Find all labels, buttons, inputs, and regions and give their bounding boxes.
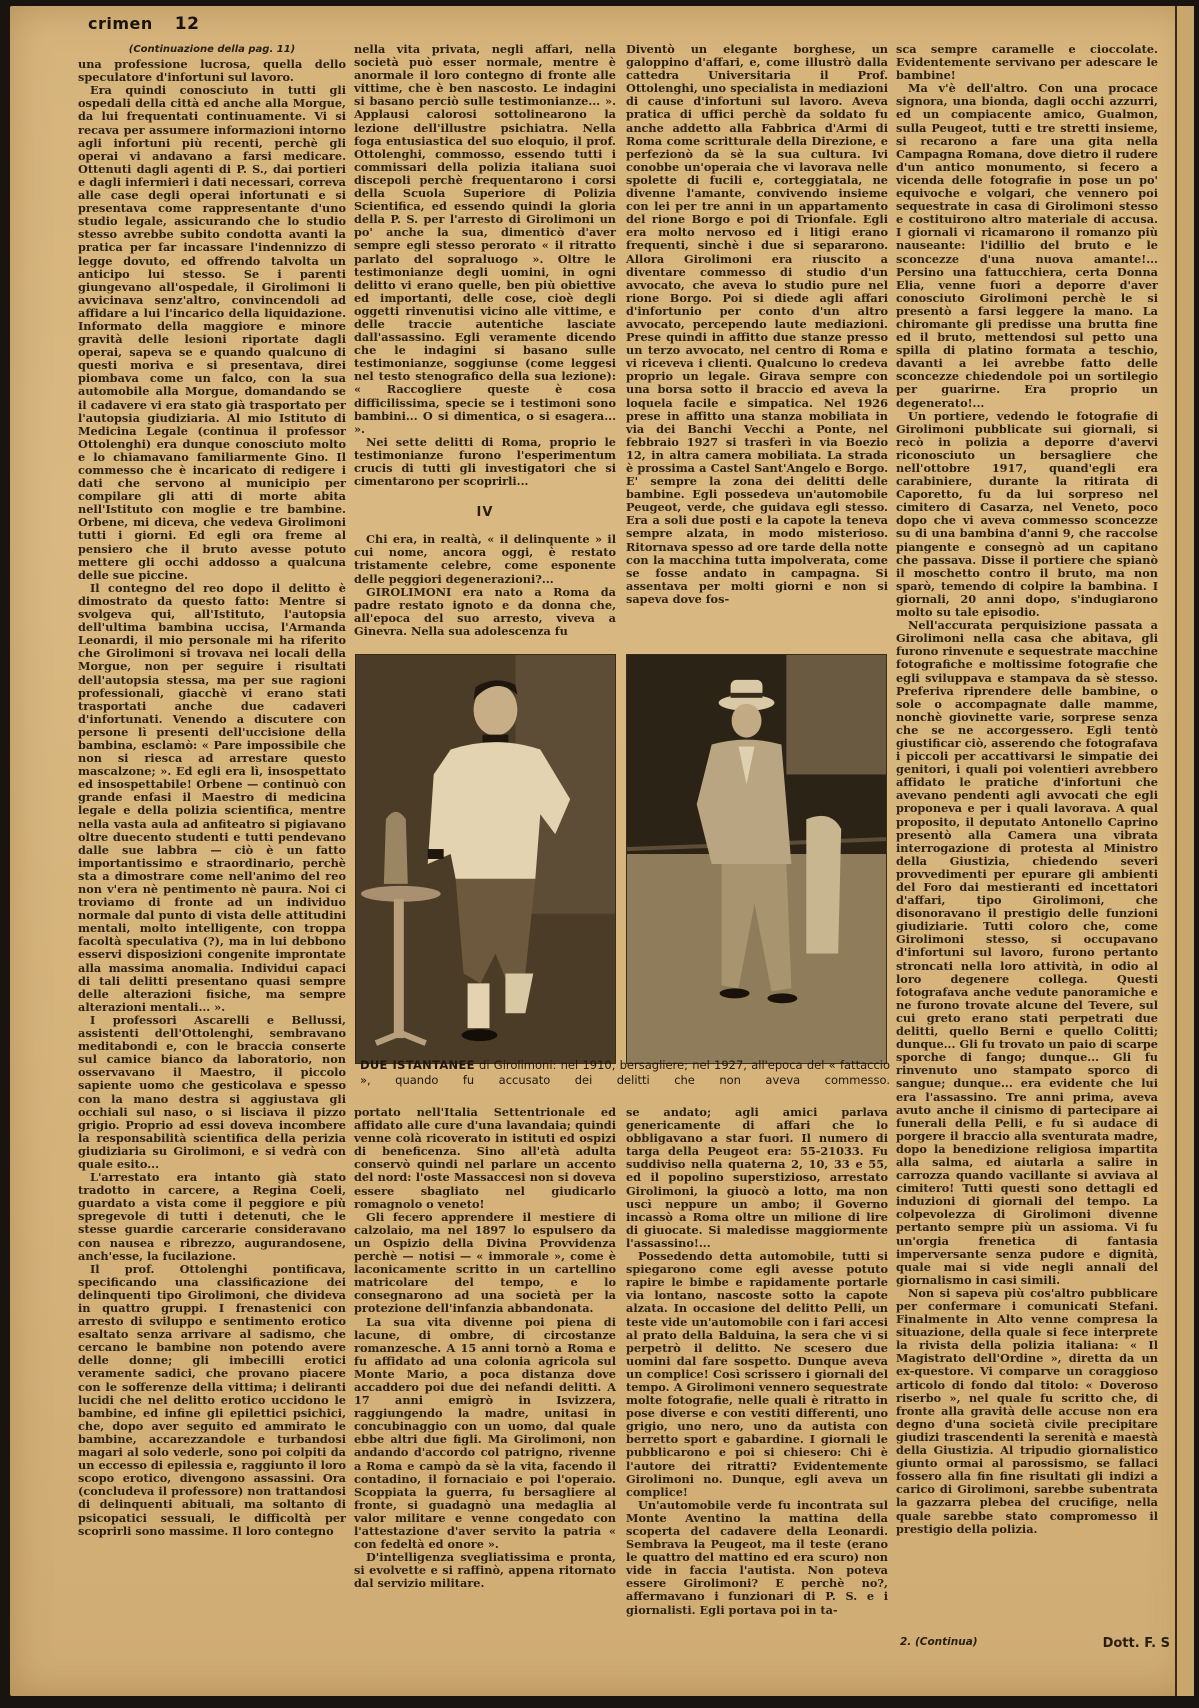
paragraph: Era quindi conosciuto in tutti gli ospedali della città ed anche alla Morgue, da lui frequentati continuamente. Vi si recava per assumere informazioni intorno agli infortuni più recenti, perchè gli operai vi andavano a farsi medicare. Ottenuti dagli agenti di P. S., dai portieri e dagli infermieri i dati necessari, correva alle case degli operai infortunati e si presentava come rappresentante d'uno studio legale, assicurando che lo studio stesso avrebbe subito condotta avanti la pratica per far incassare l'indennizzo di legge dovuto, ed offrendo talvolta un anticipo lui stesso. Se i parenti giungevano all'ospedale, il Girolimoni li avvicinava senz'altro, convincendoli ad affidare a lui l'incarico della liquidazione. Informato della maggiore e minore gravità delle lesioni riportate dagli operai, sapeva se e quando qualcuno di questi moriva e si presentava, direi piombava come un falco, con la sua automobile alla Morgue, domandando se il cadavere vi era stato già trasportato per l'autopsia giudiziaria. Al mio Istituto di Medicina Legale (continua il professor Ottolenghi) era dunque conosciuto molto e lo chiamavano familiarmente Gino. Il commesso che è incaricato di redigere i dati che servono al municipio per compilare gli atti di morte abita nell'Istituto con moglie e tre bambine. Orbene, mi diceva, che vedeva Girolimoni tutti i giorni. Ed egli ora freme al pensiero che il bruto avesse potuto mettere gli occhi addosso a qualcuna delle sue piccine. [78, 83, 346, 582]
article-footer [900, 1636, 1170, 1651]
paragraph: D'intelligenza svegliatissima e pronta, si evolvette e si raffinò, appena ritornato dal servizio militare. [354, 1550, 616, 1591]
paragraph: L'arrestato era intanto già stato tradotto in carcere, a Regina Coeli, guardato a vista come il peggiore e più spregevole di tutti i detenuti, che le stesse guardie carcerarie consideravano con nausea e ribrezzo, augurandosene, anch'esse, la fucilazione. [78, 1170, 346, 1263]
paragraph: I professori Ascarelli e Bellussi, assistenti dell'Ottolenghi, sembravano meditabondi e, con le braccia conserte sul camice bianco da laboratorio, non osservavano il Maestro, il piccolo sapiente uomo che gesticolava e spesso con la mano destra si aggiustava gli occhiali sul naso, o si lisciava il pizzo grigio. Proprio ad essi doveva incombere la responsabilità scientifica della perizia giudiziaria su Girolimoni, e si vedrà con quale esito... [78, 1012, 346, 1171]
paragraph: Nei sette delitti di Roma, proprio le testimonianze furono l'esperimentum crucis di tutti gli investigatori che si cimentarono per scoprirli... [354, 434, 616, 489]
page-number: 12 [174, 14, 200, 34]
portrait-figure-icon [627, 655, 886, 1063]
column-2-bottom [354, 1106, 616, 1590]
column-4 [896, 43, 1158, 1536]
paragraph: nella vita privata, negli affari, nella società può esser normale, mentre è anormale il loro contegno di fronte alle vittime, che è ben nascosto. Le indagini si basano perciò sulle testimonianze... ». Applausi calorosi sottolinearono la lezione dell'illustre psichiatra. Nella foga entusiastica del suo eloquio, il prof. Ottolenghi, commosso, essendo tutti i commissari della polizia italiana suoi discepoli perchè frequentarono i corsi della Scuola Superiore di Polizia Scientifica, ed essendo quindi la gloria della P. S. per l'arresto di Girolimoni un po' anche la sua, dimenticò d'aver sempre egli stesso perorato « il ritratto parlato del sopraluogo ». Oltre le testimonianze degli uomini, in ogni delitto vi erano quelle, ben più obiettive ed importanti, delle cose, cioè degli oggetti rinvenutisi vicino alle vittime, e delle traccie autentiche lasciate dall'assassino. Egli veramente dicendo che le indagini si basano sulle testimonianze, soggiunse (come leggesi nel testo stenografico della sua lezione): « Raccogliere queste è cosa difficilissima, specie se i testimoni sono bambini... O si dimentica, o si esagera... ». [354, 42, 616, 436]
photo-caption [360, 1058, 890, 1088]
continua-note: 2. (Continua) [900, 1636, 978, 1648]
paragraph: GIROLIMONI era nato a Roma da padre restato ignoto e da donna che, all'epoca del suo arresto, viveva a Ginevra. Nella sua adolescenza fu [354, 584, 616, 638]
photo-bersagliere-1910 [355, 654, 616, 1064]
paragraph: Diventò un elegante borghese, un galoppino d'affari, e, come illustrò dalla cattedra Universitaria il Prof. Ottolenghi, uno specialista in mediazioni di cause d'infortuni sul lavoro. Aveva pratica di uffici perchè da soldato fu anche addetto alla Fabbrica d'Armi di Roma come scritturale della Direzione, e perfezionò da sè la sua cultura. Ivi conobbe un'operaia che vi lavorava nelle spolette di fucili e, corteggiatala, ne divenne l'amante, convivendo insieme con lei per tre anni in un appartamento del rione Borgo e poi di Trionfale. Egli era molto nervoso ed i litigi erano frequenti, sinchè i due si separarono. Allora Girolimoni era riuscito a diventare commesso di studio d'un avvocato, che aveva lo studio pure nel rione Borgo. Poi si diede agli affari d'infortunio per conto d'un altro avvocato, percependo laute mediazioni. Prese quindi in affitto due stanze presso un terzo avvocato, nel centro di Roma e vi riceveva i clienti. Qualcuno lo credeva proprio un legale. Girava sempre con una borsa sotto il braccio ed aveva la loquela facile e simpatica. Nel 1926 prese in affitto una stanza mobiliata in via dei Banchi Vecchi a Ponte, nel febbraio 1927 si trasferì in via Boezio 12, in altra camera mobiliata. La strada è prossima a Castel Sant'Angelo e Borgo. E' sempre la zona dei delitti delle bambine. Egli possedeva un'automobile Peugeot, verde, che guidava egli stesso. Era a soli due posti e la capote la teneva sempre alzata, in modo misterioso. Ritornava spesso ad ore tarde della notte con la macchina tutta impolverata, come se fosse andato in campagna. Si assentava per molti giorni e non si sapeva dove fos- [626, 42, 888, 606]
paragraph: La sua vita divenne poi piena di lacune, di ombre, di circostanze romanzesche. A 15 anni tornò a Roma e fu affidato ad una colonia agricola sul Monte Mario, a poca distanza dove accaddero poi due dei nefandi delitti. A 17 anni emigrò in Isvizzera, raggiungendo la madre, unitasi in concubinaggio con un uomo, dal quale ebbe altri due figli. Ma Girolimoni, non andando d'accordo col patrigno, rivenne a Roma e campò da sè la vita, facendo il contadino, il fornaciaio e poi l'operaio. Scoppiata la guerra, fu bersagliere al fronte, si guadagnò una medaglia al valor militare e venne congedato con l'attestazione d'aver servito la patria « con fedeltà ed onore ». [354, 1314, 616, 1552]
section-number: IV [476, 505, 494, 521]
paragraph: Ma v'è dell'altro. Con una procace signora, una bionda, dagli occhi azzurri, ed un compiacente amico, Gualmon, sulla Peugeot, tutti e tre stretti insieme, si recarono a fare una gita nella Campagna Romana, dove dietro il rudere d'un antico monumento, si fecero a vicenda delle fotografie in pose un po' equivoche e volgari, che vennero poi sequestrate in casa di Girolimoni stesso e costituirono altro materiale di accusa. I giornali vi ricamarono il romanzo più nauseante: l'idillio del bruto e le sconcezze d'una nuova amante!... Persino una fattucchiera, certa Donna Elia, venne fuori a deporre d'aver conosciuto Girolimoni perchè le si presentò a farsi leggere la mano. La chiromante gli predisse una brutta fine ed il bruto, mettendosi sul petto una spilla di platino formata a teschio, davanti a lei avrebbe fatto delle sconcezze chiedendole poi un sortilegio per guarirne. Era proprio un degenerato!... [896, 81, 1158, 410]
newspaper-page [10, 6, 1192, 1696]
paragraph: Il prof. Ottolenghi pontificava, specificando una classificazione dei delinquenti tipo Girolimoni, che divideva in quattro gruppi. I frenastenici con arresto di sviluppo e sentimento erotico esaltato senza arrivare al sadismo, che cercano le bambine non potendo avere delle donne; gli imbecilli erotici veramente sadici, che provano piacere con le sofferenze della vittima; i deliranti lucidi che nel delitto erotico uccidono le bambine, ed infine gli epilettici psichici, che, dopo aver seguito ed ammirato le bambine, accarezzandole e turbandosi magari al solo vederle, sono poi colpiti da un eccesso di epilessia e, raggiunto il loro scopo erotico, divengono assassini. Ora (concludeva il professore) non trattandosi di delinquenti abituali, ma soltanto di psicopatici sessuali, le difficoltà per scoprirli sono massime. Il loro contegno [78, 1261, 346, 1538]
paragraph: sca sempre caramelle e cioccolate. Evidentemente servivano per adescare le bambine! [896, 42, 1158, 83]
paragraph: una professione lucrosa, quella dello speculatore d'infortuni sul lavoro. [78, 57, 346, 85]
masthead [88, 14, 199, 34]
photo-pair [355, 654, 887, 1064]
caption-lead: DUE ISTANTANEE [360, 1058, 475, 1072]
author-signature: Dott. F. S [1102, 1636, 1170, 1651]
caption-text: di Girolimoni: nel 1910, bersagliere; nel 1927, all'epoca del « fattaccio », quando fu accusato dei delitti che non aveva commesso. [360, 1058, 890, 1087]
paragraph: Un portiere, vedendo le fotografie di Girolimoni pubblicate sui giornali, si recò in polizia a deporre d'avervi riconosciuto un bersagliere che nell'ottobre 1917, quand'egli era carabiniere, durante la ritirata di Caporetto, fu da lui sorpreso nel cimitero di Casarza, nel Veneto, poco dopo che vi aveva commesso sconcezze su di una bambina d'anni 9, che raccolse piangente e consegnò ad un capitano che passava. Disse il portiere che spianò il moschetto contro il bruto, ma non sparò, temendo di colpire la bambina. I giornali, 20 anni dopo, s'indugiarono molto su tale episodio. [896, 408, 1158, 620]
paragraph: se andato; agli amici parlava genericamente di affari che lo obbligavano a star fuori. Il numero di targa della Peugeot era: 55-21033. Fu suddiviso nella quaterna 2, 10, 33 e 55, ed il popolino superstizioso, arrestato Girolimoni, la giuocò a lotto, ma non uscì neppure un ambo; il Governo incassò a Roma oltre un milione di lire di giuocate. Si maledisse maggiormente l'assassino!... [626, 1105, 888, 1250]
column-1 [78, 43, 346, 1538]
paragraph: Gli fecero apprendere il mestiere di calzolaio, ma nel 1897 lo espulsero da un Ospizio della Divina Provvidenza perchè — notisi — « immorale », come è laconicamente scritto in un cartellino matricolare del tempo, e lo consegnarono ad una società per la protezione dell'infanzia abbandonata. [354, 1209, 616, 1316]
paragraph: portato nell'Italia Settentrionale ed affidato alle cure d'una lavandaia; quindi venne colà ricoverato in istituti ed ospizi di beneficenza. Sino all'età adulta conservò quindi nel parlare un accento del nord: l'oste Massaccesi non si doveva essere sbagliato nel giudicarlo romagnolo o veneto! [354, 1105, 616, 1211]
column-3-top [626, 43, 888, 606]
photo-girolimoni-1927 [626, 654, 887, 1064]
paragraph: Nell'accurata perquisizione passata a Girolimoni nella casa che abitava, gli furono rinvenute e sequestrate macchine fotografiche e moltissime fotografie che egli sviluppava e stampava da sè stesso. Preferiva riprendere delle bambine, o sole o accompagnate dalle mamme, nonchè giovinette varie, sorprese senza che se ne accorgessero. Egli tentò giustificar ciò, asserendo che fotografava i piccoli per accattivarsi le simpatie dei genitori, i quali poi volentieri avrebbero affidato le pratiche d'infortuni che avevano pendenti agli avvocati che egli proponeva e per i quali lavorava. A qual proposito, il deputato Antonello Caprino presentò alla Camera una vibrata interrogazione di protesta al Ministro della Giustizia, chiedendo severi provvedimenti per epurare gli ambienti del Foro dai mestieranti ed incettatori d'affari, tipo Girolimoni, che disonoravano il prestigio delle funzioni giudiziarie. Tutti coloro che, come Girolimoni stesso, si occupavano d'infortuni sul lavoro, furono pertanto stroncati nella loro attività, in odio al loro degenere collega. Questi fotografava anche vedute panoramiche e ne furono trovate alcune del Tevere, sul cui greto erano stati perpetrati due delitti, quello Berni e quello Colitti; dunque... Gli fu trovato un paio di scarpe sporche di fango; dunque... Gli fu rinvenuto uno stampato sporco di sangue; dunque... era evidente che lui era l'assassino. Tre anni prima, aveva avuto anche il cinismo di partecipare ai funerali della Pelli, e fu sì audace di porgere il braccio alla sventurata madre, dopo la benedizione religiosa impartita alla salma, ed aiutarla a salire in carrozza quando vacillante si avviava al cimitero! Tutti questi sono dettagli ed induzioni di giornali del tempo. La colpevolezza di Girolimoni divenne pertanto sempre più un assioma. Vi fu un'orgia frenetica di fantasia imperversante senza pudore e dignità, quale mai si vide negli annali del giornalismo in casi simili. [896, 618, 1158, 1287]
paragraph: Un'automobile verde fu incontrata sul Monte Aventino la mattina della scoperta del cadavere della Leonardi. Sembrava la Peugeot, ma il teste (erano le quattro del mattino ed era scuro) non vide in faccia l'autista. Non poteva essere Girolimoni? E perchè no?, affermavano i funzionari di P. S. e i giornalisti. Egli portava poi in ta- [626, 1497, 888, 1617]
column-2-top [354, 43, 616, 638]
portrait-figure-icon [356, 655, 615, 1063]
continuation-note: (Continuazione della pag. 11) [128, 44, 296, 55]
paragraph: Il contegno del reo dopo il delitto è dimostrato da questo fatto: Mentre si svolgeva qui, all'Istituto, l'autopsia dell'ultima bambina uccisa, l'Armanda Leonardi, il mio personale mi ha riferito che Girolimoni si trovava nei locali della Morgue, non per seguire i risultati dell'autopsia stessa, ma per sue ragioni professionali, giacchè vi erano stati trasportati anche due cadaveri d'infortunati. Venendo a discutere con persone lì presenti dell'uccisione della bambina, esclamò: « Pare impossibile che non si riesca ad arrestare questo mascalzone; ». Ed egli era lì, insospettato ed insospettabile! Orbene — continuò con grande enfasi il Maestro di medicina legale e della polizia scientifica, mentre nella vasta aula ad anfiteatro si pigiavano oltre duecento studenti e tutti pendevano dalle sue labbra — ciò è un fatto importantissimo e straordinario, perchè sta a dimostrare come nell'animo del reo non v'era nè pentimento nè paura. Noi ci troviamo di fronte ad un individuo normale dal punto di vista delle attitudini mentali, molto intelligente, con troppa facoltà speculativa (?), ma in lui debbono esservi disposizioni congenite improntate alla massima anomalia. Individui capaci di tali delitti presentano quasi sempre delle alterazioni fisiche, ma sempre alterazioni mentali... ». [78, 580, 346, 1014]
column-3-bottom [626, 1106, 888, 1617]
paragraph: Non si sapeva più cos'altro pubblicare per confermare i comunicati Stefani. Finalmente in Alto venne compresa la situazione, della quale si fece interprete la rivista della polizia italiana: « Il Magistrato dell'Ordine », diretta da un ex-questore. Vi comparve un coraggioso articolo di fondo dal titolo: « Doveroso riserbo », nel quale fu scritto che, di fronte alla gravità delle accuse non era degno d'una società civile precipitare giudizi trascendenti la serenità e maestà della Giustizia. Al tripudio giornalistico giunto ormai al parossismo, se fallaci fossero alla fin fine risultati gli indizi a carico di Girolimoni, sarebbe subentrata la gazzarra plebea del crucifige, nella quale sarebbe stato compromesso il prestigio della polizia. [896, 1285, 1158, 1536]
paragraph: Chi era, in realtà, « il delinquente » il cui nome, ancora oggi, è restato tristamente celebre, come esponente delle peggiori degenerazioni?... [354, 532, 616, 586]
paragraph: Possedendo detta automobile, tutti si spiegarono come egli avesse potuto rapire le bimbe e rapidamente portarle via lontano, nascoste sotto la capote alzata. In occasione del delitto Pelli, un teste vide un'automobile con i fari accesi al prato della Balduina, la sera che vi si perpetrò il delitto. Ne scesero due uomini dal fare sospetto. Dunque aveva un complice! Così scrissero i giornali del tempo. A Girolimoni vennero sequestrate molte fotografie, nelle quali è ritratto in pose diverse e con vestiti differenti, uno grigio, uno nero, uno da autista con berretto sport e gabardine. I giornali le pubblicarono e poi si chiesero: Chi è l'autore dei ritratti? Evidentemente Girolimoni no. Dunque, egli aveva un complice! [626, 1249, 888, 1499]
publication-title: crimen [88, 14, 153, 33]
